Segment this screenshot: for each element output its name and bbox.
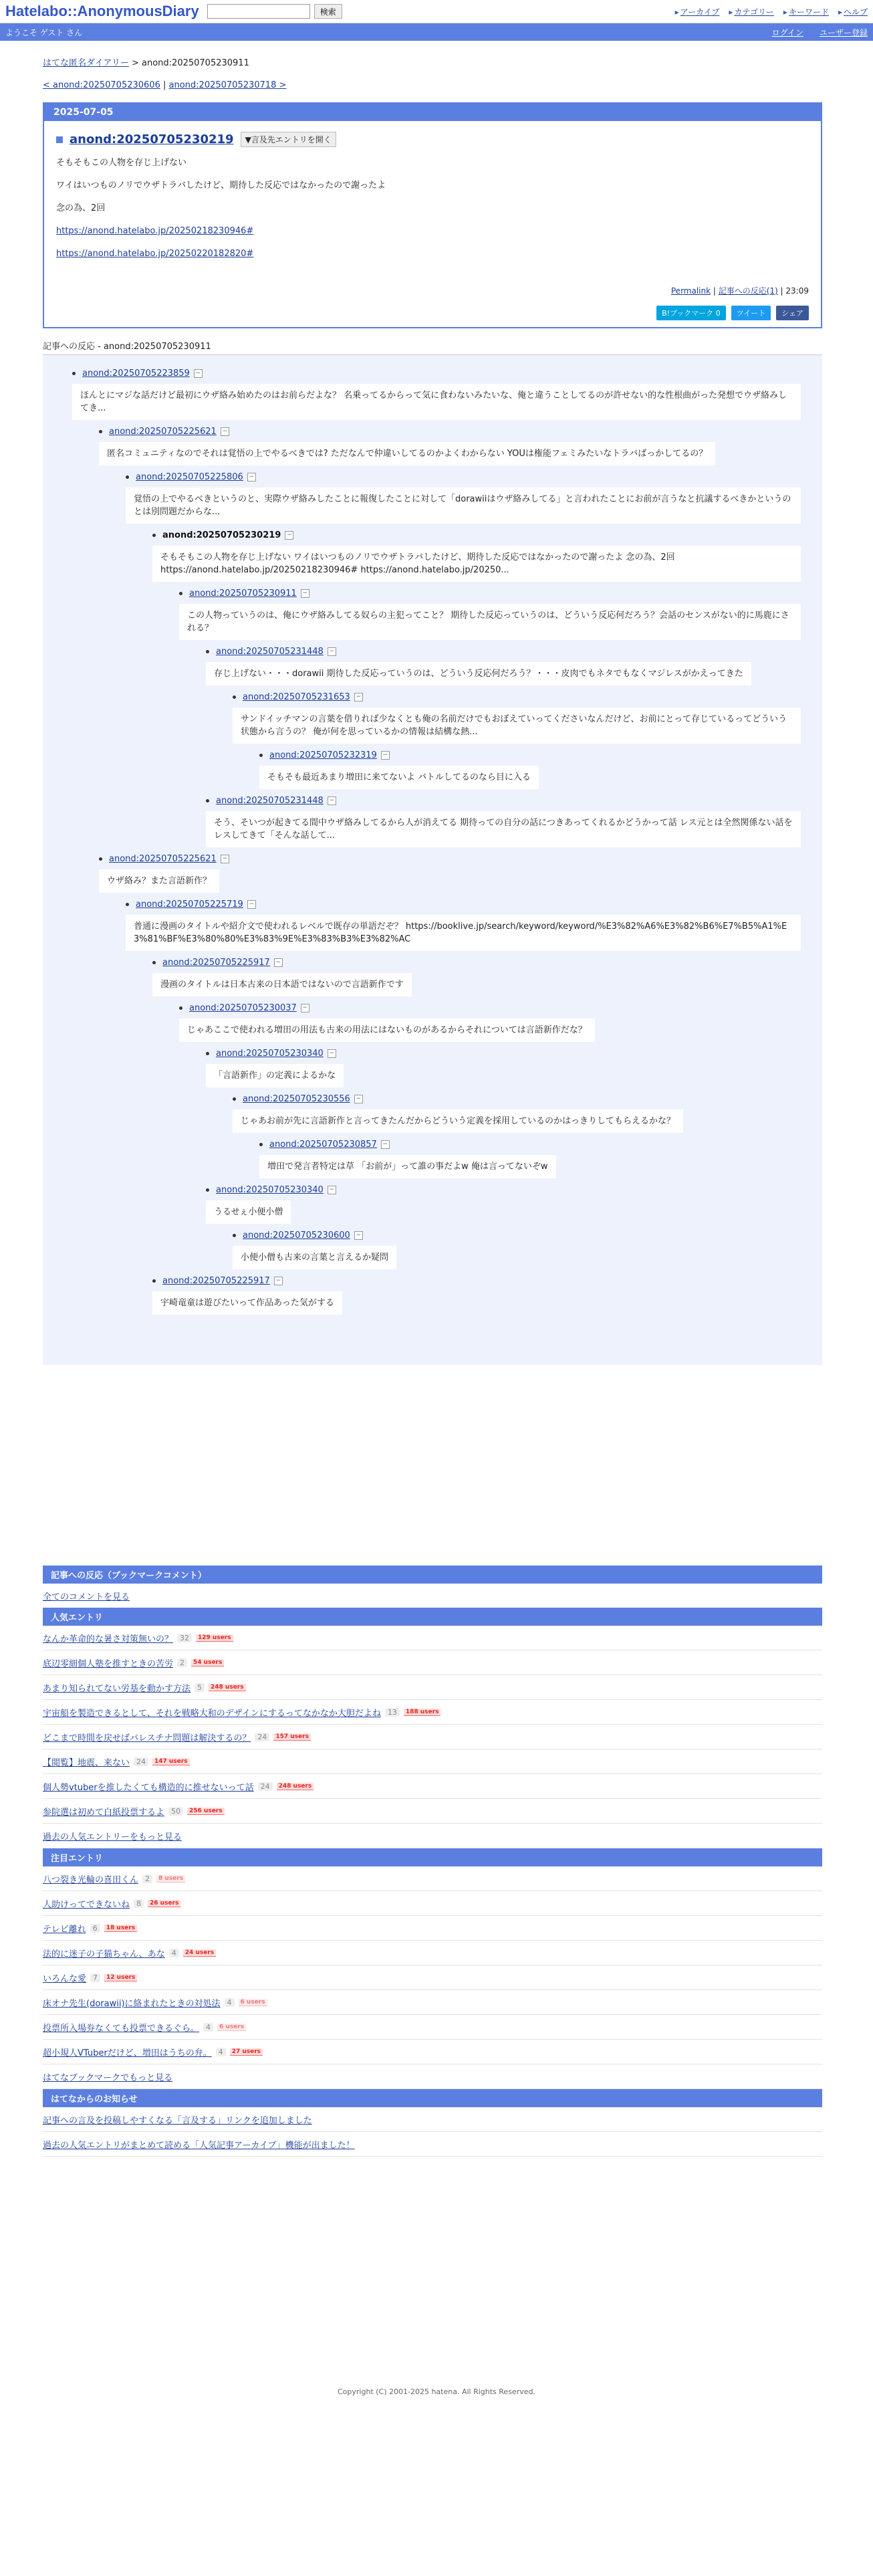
breadcrumb-separator: > <box>128 58 142 68</box>
entry-list-item <box>43 1650 822 1675</box>
comment-count-icon: 8 <box>134 1899 144 1908</box>
entry-list-link[interactable]: 超小規人VTuberだけど、増田はうちの弁。 <box>43 2048 212 2058</box>
collapse-toggle[interactable]: − <box>354 1095 363 1103</box>
entry-list-item <box>43 1916 822 1941</box>
entry-text <box>56 156 809 261</box>
copyright: Copyright (C) 2001-2025 hatena. All Rights Reserved. <box>338 2387 535 2396</box>
node-text: サンドイッチマンの言葉を借りれば少なくとも俺の名前だけでもおぼえていってくださいなんだけど、お前にとって存じているってどういう状態から言うの？ 俺が何を思っているかの情報は結構な熱... <box>233 708 801 744</box>
reactions-header: 記事への反応 - anond:20250705230911 <box>43 339 822 355</box>
collapse-toggle[interactable]: − <box>381 751 390 760</box>
tree-node <box>206 796 822 847</box>
bullet-icon <box>233 1234 236 1237</box>
collapse-toggle[interactable]: − <box>354 693 363 702</box>
bookmark-users-badge[interactable]: 147 users <box>152 1758 190 1765</box>
bookmark-users-badge[interactable]: 256 users <box>187 1808 225 1815</box>
tree-node <box>99 427 822 465</box>
node-link[interactable]: anond:20250705230911 <box>189 588 297 599</box>
bullet-icon <box>126 475 129 479</box>
entry-line: ワイはいつものノリでウザトラバしたけど、期待した反応ではなかったので謝ったよ <box>56 181 386 191</box>
entry-list-item <box>43 1675 822 1700</box>
entry-list-link[interactable]: あまり知られてない労基を動かす方法 <box>43 1684 191 1694</box>
search-button[interactable]: 検索 <box>314 4 342 19</box>
entry-list-item <box>43 1700 822 1725</box>
tree-node <box>99 854 822 893</box>
comment-count-icon: 24 <box>255 1733 269 1741</box>
entry-list-link[interactable]: 宇宙船を製造できるとして、それを戦略大和のデザインにするってなかなか大胆だよね <box>43 1709 381 1719</box>
comment-count-icon: 5 <box>195 1683 205 1692</box>
node-link[interactable]: anond:20250705230556 <box>243 1094 350 1104</box>
node-text: 漫画のタイトルは日本古来の日本語ではないので言語新作です <box>152 973 412 996</box>
comment-count-icon: 2 <box>142 1874 152 1883</box>
tree-node <box>152 530 822 582</box>
entry-list-item <box>43 1774 822 1799</box>
node-text: 「言語新作」の定義によるかな <box>206 1064 344 1087</box>
bookmark-users-badge[interactable]: 248 users <box>209 1684 246 1691</box>
comment-count-icon: 4 <box>169 1949 179 1957</box>
node-link[interactable]: anond:20250705231653 <box>243 692 350 702</box>
entry-date: 2025-07-05 <box>44 104 821 121</box>
node-text: ウザ絡み？また言語新作？ <box>99 869 219 893</box>
bullet-icon <box>206 1188 209 1192</box>
bookmark-users-badge[interactable]: 8 users <box>156 1875 185 1883</box>
notable-section <box>43 1848 822 2089</box>
entry-list-link[interactable]: 八つ裂き光輪の喜田くん <box>43 1875 139 1885</box>
node-link[interactable]: anond:20250705225621 <box>109 427 217 437</box>
nav-help[interactable]: ▸ ヘルプ <box>838 6 868 17</box>
node-link[interactable]: anond:20250705232319 <box>269 750 377 760</box>
bullet-icon <box>99 857 102 861</box>
bullet-icon <box>259 754 263 757</box>
news-item[interactable]: 過去の人気エントリがまとめて読める「人気記事アーカイブ」機能が出ました！ <box>43 2141 355 2151</box>
nav-category[interactable]: ▸ カテゴリー <box>729 6 774 17</box>
node-link[interactable]: anond:20250705230600 <box>243 1230 350 1241</box>
tree-node <box>206 1049 822 1087</box>
bookmark-users-badge[interactable]: 188 users <box>404 1709 441 1716</box>
bullet-icon <box>152 534 156 537</box>
node-link[interactable]: anond:20250705230340 <box>216 1185 324 1195</box>
collapse-toggle[interactable]: − <box>274 958 283 967</box>
welcome-text: ようこそ ゲスト さん <box>5 27 83 37</box>
register-link[interactable]: ユーザー登録 <box>819 27 868 37</box>
node-link[interactable]: anond:20250705225917 <box>162 1276 270 1286</box>
tree-node <box>233 1230 822 1269</box>
news-item[interactable]: 記事への言及を投稿しやすくなる「言及する」リンクを追加しました <box>43 2116 312 2126</box>
entry-list-item <box>43 1941 822 1965</box>
tree-node <box>179 588 822 640</box>
news-section <box>43 2089 822 2157</box>
entry-time: 23:09 <box>785 286 809 296</box>
comment-count-icon: 24 <box>134 1757 148 1766</box>
entry-list-link[interactable]: 人助けってできないね <box>43 1900 130 1910</box>
tweet-button[interactable]: ツイート <box>731 306 771 320</box>
collapse-toggle[interactable]: − <box>194 369 203 378</box>
bullet-icon <box>179 592 182 595</box>
tree-node <box>126 472 822 524</box>
entry-list-link[interactable]: 底辺零細個人塾を推すときの苦労 <box>43 1659 174 1669</box>
entry <box>43 102 822 328</box>
entry-list-item <box>43 1965 822 1990</box>
entry-list-item <box>43 1990 822 2015</box>
entry-list-link[interactable]: 【閲覧】地震、来ない <box>43 1758 130 1768</box>
node-link[interactable]: anond:20250705230340 <box>216 1049 324 1059</box>
bullet-icon <box>152 961 156 964</box>
bullet-icon <box>206 650 209 653</box>
entry-title[interactable]: anond:20250705230219 <box>70 132 234 146</box>
bookmark-users-badge[interactable]: 54 users <box>191 1659 224 1667</box>
open-reference-button[interactable]: ▼言及先エントリを開く <box>241 132 336 147</box>
collapse-toggle[interactable]: − <box>221 855 229 863</box>
header <box>0 0 873 23</box>
collapse-toggle[interactable]: − <box>328 796 336 805</box>
bullet-icon <box>179 1006 182 1010</box>
node-text: 存じ上げない・・・dorawii 期待した反応っていうのは、どういう反応何だろう？・・・皮肉でもネタでもなくマジレスがかえってきた <box>206 662 751 685</box>
bullet-icon <box>206 1052 209 1055</box>
node-text: 匿名コミュニティなのでそれは覚悟の上でやるべきでは? ただなんで仲違いしてるのかよくわからない YOUは権能フェミみたいなトラバばっかしてるの？ <box>99 442 715 465</box>
node-text: うるせぇ小便小僧 <box>206 1200 291 1224</box>
pager <box>43 80 822 90</box>
bookmark-users-badge[interactable]: 6 users <box>239 1999 267 2006</box>
comment-count-icon: 4 <box>203 2023 213 2032</box>
tree-node <box>152 1276 822 1315</box>
bullet-icon <box>152 1279 156 1283</box>
collapse-toggle[interactable]: − <box>328 1049 336 1058</box>
node-link[interactable]: anond:20250705225917 <box>162 958 270 968</box>
comment-count-icon: 4 <box>225 1998 235 2007</box>
bookmark-button[interactable]: B!ブックマーク 0 <box>656 306 726 320</box>
node-text: 普通に漫画のタイトルや紹介文で使われるレベルで既存の単語だぞ？ https://booklive.jp/search/keyword/keyword/%E3%82%A6%E3%82%B6%E7%B5%A1%E3%81%BF%E3%80%80%E3%83%9E%E3%83%B3%E3%82%AC <box>126 915 801 951</box>
entry-footer: Permalink | 記事への反応(1) | 23:09 <box>670 286 809 296</box>
tree-node <box>259 750 822 789</box>
tree-node <box>126 899 822 951</box>
entry-list-link[interactable]: 参院選は初めて白紙投票するよ <box>43 1808 165 1818</box>
bullet-icon <box>72 372 76 375</box>
entry-list-link[interactable]: 個人勢vtuberを推したくても構造的に推せないって話 <box>43 1783 254 1793</box>
entry-line: そもそもこの人物を存じ上げない <box>56 158 187 168</box>
bookmark-users-badge[interactable]: 18 users <box>104 1925 137 1932</box>
entry-list-item <box>43 2015 822 2040</box>
collapse-toggle[interactable]: − <box>381 1140 390 1149</box>
node-link[interactable]: anond:20250705225806 <box>136 472 243 482</box>
node-text: そもそもこの人物を存じ上げない ワイはいつものノリでウザトラバしたけど、期待した反応ではなかったので謝ったよ 念の為、2回 https://anond.hatelabo.jp/20250218230946# https://anond.hatelabo.jp/20250... <box>152 546 801 582</box>
node-link[interactable]: anond:20250705225719 <box>136 899 243 909</box>
popular-section <box>43 1608 822 1848</box>
bullet-icon <box>233 1097 236 1101</box>
notable-heading: 注目エントリ <box>43 1848 822 1866</box>
node-link[interactable]: anond:20250705230037 <box>189 1003 297 1013</box>
entry-list-item <box>43 1799 822 1824</box>
user-bar <box>0 23 873 41</box>
entry-list-item <box>43 1725 822 1749</box>
entry-list-link[interactable]: どこまで時間を戻せばパレスチナ問題は解決するの？ <box>43 1733 251 1743</box>
node-text: じゃあここで使われる増田の用法も古来の用法にはないものがあるからそれについては言語新作だな？ <box>179 1018 595 1042</box>
collapse-toggle[interactable]: − <box>301 1004 309 1012</box>
entry-list-item <box>43 2040 822 2064</box>
bookmark-users-badge[interactable]: 24 users <box>183 1949 216 1957</box>
share-buttons <box>56 306 809 320</box>
collapse-toggle[interactable]: − <box>247 900 256 909</box>
entry-list-link[interactable]: 投票所入場券なくても投票できるぐら。 <box>43 2024 200 2034</box>
title-square-icon <box>56 136 63 143</box>
node-text: ほんとにマジな話だけど最初にウザ絡み始めたのはお前らだよな？ 名乗ってるからって気に食わないみたいな、俺と違うことしてるのが許せない的な性根曲がった発想でウザ絡みしてき... <box>72 384 801 420</box>
collapse-toggle[interactable]: − <box>274 1277 283 1285</box>
breadcrumb-current: anond:20250705230911 <box>142 58 249 68</box>
node-link[interactable]: anond:20250705225621 <box>109 854 217 864</box>
news-heading: はてなからのお知らせ <box>43 2089 822 2107</box>
node-text: 小便小僧も古来の言葉と言えるか疑問 <box>233 1246 396 1269</box>
comment-count-icon: 24 <box>258 1782 273 1791</box>
bullet-icon <box>206 799 209 802</box>
bullet-icon <box>259 1143 263 1146</box>
tree-node <box>233 1094 822 1133</box>
collapse-toggle[interactable]: − <box>354 1231 363 1240</box>
tree-node <box>259 1140 822 1178</box>
node-link[interactable]: anond:20250705230857 <box>269 1140 377 1150</box>
entry-list-item <box>43 1626 822 1650</box>
collapse-toggle[interactable]: − <box>328 1186 336 1194</box>
entry-list-item <box>43 1866 822 1891</box>
bookmark-users-badge[interactable]: 129 users <box>196 1634 233 1642</box>
facebook-share-button[interactable]: シェア <box>776 306 809 320</box>
reaction-tree <box>43 355 822 1365</box>
node-text: 覚悟の上でやるべきというのと、実際ウザ絡みしたことに報復したことに対して「dorawiiはウザ絡みしてる」と言われたことにお前が言うなと抗議するべきかというのとは別問題だからな... <box>126 488 801 524</box>
comment-count-icon: 4 <box>216 2048 226 2056</box>
nav-keyword[interactable]: ▸ キーワード <box>783 6 829 17</box>
node-link[interactable]: anond:20250705223859 <box>82 368 190 379</box>
login-link[interactable]: ログイン <box>771 27 803 37</box>
collapse-toggle[interactable]: − <box>285 531 293 540</box>
node-link[interactable]: anond:20250705231448 <box>216 647 324 657</box>
tree-node <box>233 692 822 744</box>
popular-heading: 人気エントリ <box>43 1608 822 1626</box>
bookmark-users-badge[interactable]: 6 users <box>217 2024 246 2031</box>
bookmark-users-badge[interactable]: 248 users <box>277 1783 314 1790</box>
site-logo[interactable]: Hatelabo::AnonymousDiary <box>5 3 199 19</box>
pager-separator: | <box>160 80 169 90</box>
collapse-toggle[interactable]: − <box>301 589 309 598</box>
notable-more-link[interactable]: はてなブックマークでもっと見る <box>43 2073 173 2083</box>
tree-node <box>206 1185 822 1224</box>
all-comments-link[interactable]: 全てのコメントを見る <box>43 1592 130 1602</box>
bullet-icon <box>99 430 102 433</box>
bookmark-comments-heading: 記事への反応（ブックマークコメント） <box>43 1566 822 1584</box>
comment-count-icon: 7 <box>90 1973 100 1982</box>
entry-link[interactable]: https://anond.hatelabo.jp/20250218230946# <box>56 226 254 236</box>
entry-link[interactable]: https://anond.hatelabo.jp/20250220182820# <box>56 249 254 259</box>
comment-count-icon: 50 <box>168 1807 183 1816</box>
entry-list-link[interactable]: 床オナ先生(dorawii)に絡まれたときの対処法 <box>43 1999 221 2009</box>
bullet-icon <box>233 695 236 699</box>
entry-list-link[interactable]: 法的に迷子の子猫ちゃん、あな <box>43 1949 165 1959</box>
comment-count-icon: 13 <box>385 1708 400 1717</box>
entry-list-item <box>43 1749 822 1774</box>
node-link[interactable]: anond:20250705231448 <box>216 796 324 806</box>
main-container <box>43 56 822 2157</box>
node-text: 増田で発言者特定は草 「お前が」って誰の事だよw 俺は言ってないぞw <box>259 1155 556 1178</box>
search-input[interactable] <box>207 4 310 19</box>
node-text: そもそも最近あまり増田に来てないよ バトルしてるのなら目に入る <box>259 766 539 789</box>
entry-list-item <box>43 1891 822 1916</box>
bookmark-users-badge[interactable]: 12 users <box>104 1974 137 1981</box>
bookmark-users-badge[interactable]: 157 users <box>273 1733 311 1741</box>
collapse-toggle[interactable]: − <box>328 647 336 656</box>
node-text: そう、そいつが起きてる間中ウザ絡みしてるから人が消えてる 期待っての自分の話につきあってくれるかどうかって話 レス元とは全然関係ない話をレスしてきて「そんな話して... <box>206 811 801 847</box>
collapse-toggle[interactable]: − <box>247 473 256 481</box>
bookmark-comments-section <box>43 1566 822 1608</box>
node-text: 宇崎竜童は遊びたいって作品あった気がする <box>152 1291 342 1315</box>
tree-node <box>152 958 822 996</box>
entry-list-link[interactable]: テレビ離れ <box>43 1925 86 1935</box>
entry-list-link[interactable]: いろんな愛 <box>43 1974 87 1984</box>
reactions-link[interactable]: 記事への反応(1) <box>718 286 778 296</box>
next-entry-link[interactable]: anond:20250705230718 > <box>168 80 287 90</box>
breadcrumb-home[interactable]: はてな匿名ダイアリー <box>43 58 129 68</box>
comment-count-icon: 32 <box>177 1634 192 1642</box>
node-text: じゃあお前が先に言語新作と言ってきたんだからどういう定義を採用しているのかはっきりしてもらえるかな？ <box>233 1109 683 1133</box>
comment-count-icon: 2 <box>177 1658 187 1667</box>
permalink[interactable]: Permalink <box>670 286 711 296</box>
search-area <box>207 4 342 19</box>
bookmark-users-badge[interactable]: 27 users <box>230 2048 263 2056</box>
collapse-toggle[interactable]: − <box>221 427 229 436</box>
tree-node <box>206 647 822 685</box>
prev-entry-link[interactable]: < anond:20250705230606 <box>43 80 160 90</box>
node-text: この人物っていうのは、俺にウザ絡みしてる奴らの主犯ってこと？ 期待した反応っていうのは、どういう反応何だろう？会話のセンスがない的に馬鹿にされる？ <box>179 604 801 640</box>
tree-node <box>72 368 801 420</box>
breadcrumb <box>43 56 822 68</box>
popular-more-link[interactable]: 過去の人気エントリーをもっと見る <box>43 1832 182 1842</box>
entry-line: 念の為、2回 <box>56 203 106 213</box>
entry-list-link[interactable]: なんか革命的な暑さ対策無いの？ <box>43 1634 174 1644</box>
bookmark-users-badge[interactable]: 26 users <box>148 1900 180 1907</box>
top-nav <box>675 6 868 17</box>
bullet-icon <box>126 903 129 906</box>
comment-count-icon: 6 <box>90 1924 100 1933</box>
current-node-name: anond:20250705230219 <box>162 530 281 540</box>
nav-archive[interactable]: ▸ アーカイブ <box>675 6 720 17</box>
tree-node <box>179 1003 822 1042</box>
